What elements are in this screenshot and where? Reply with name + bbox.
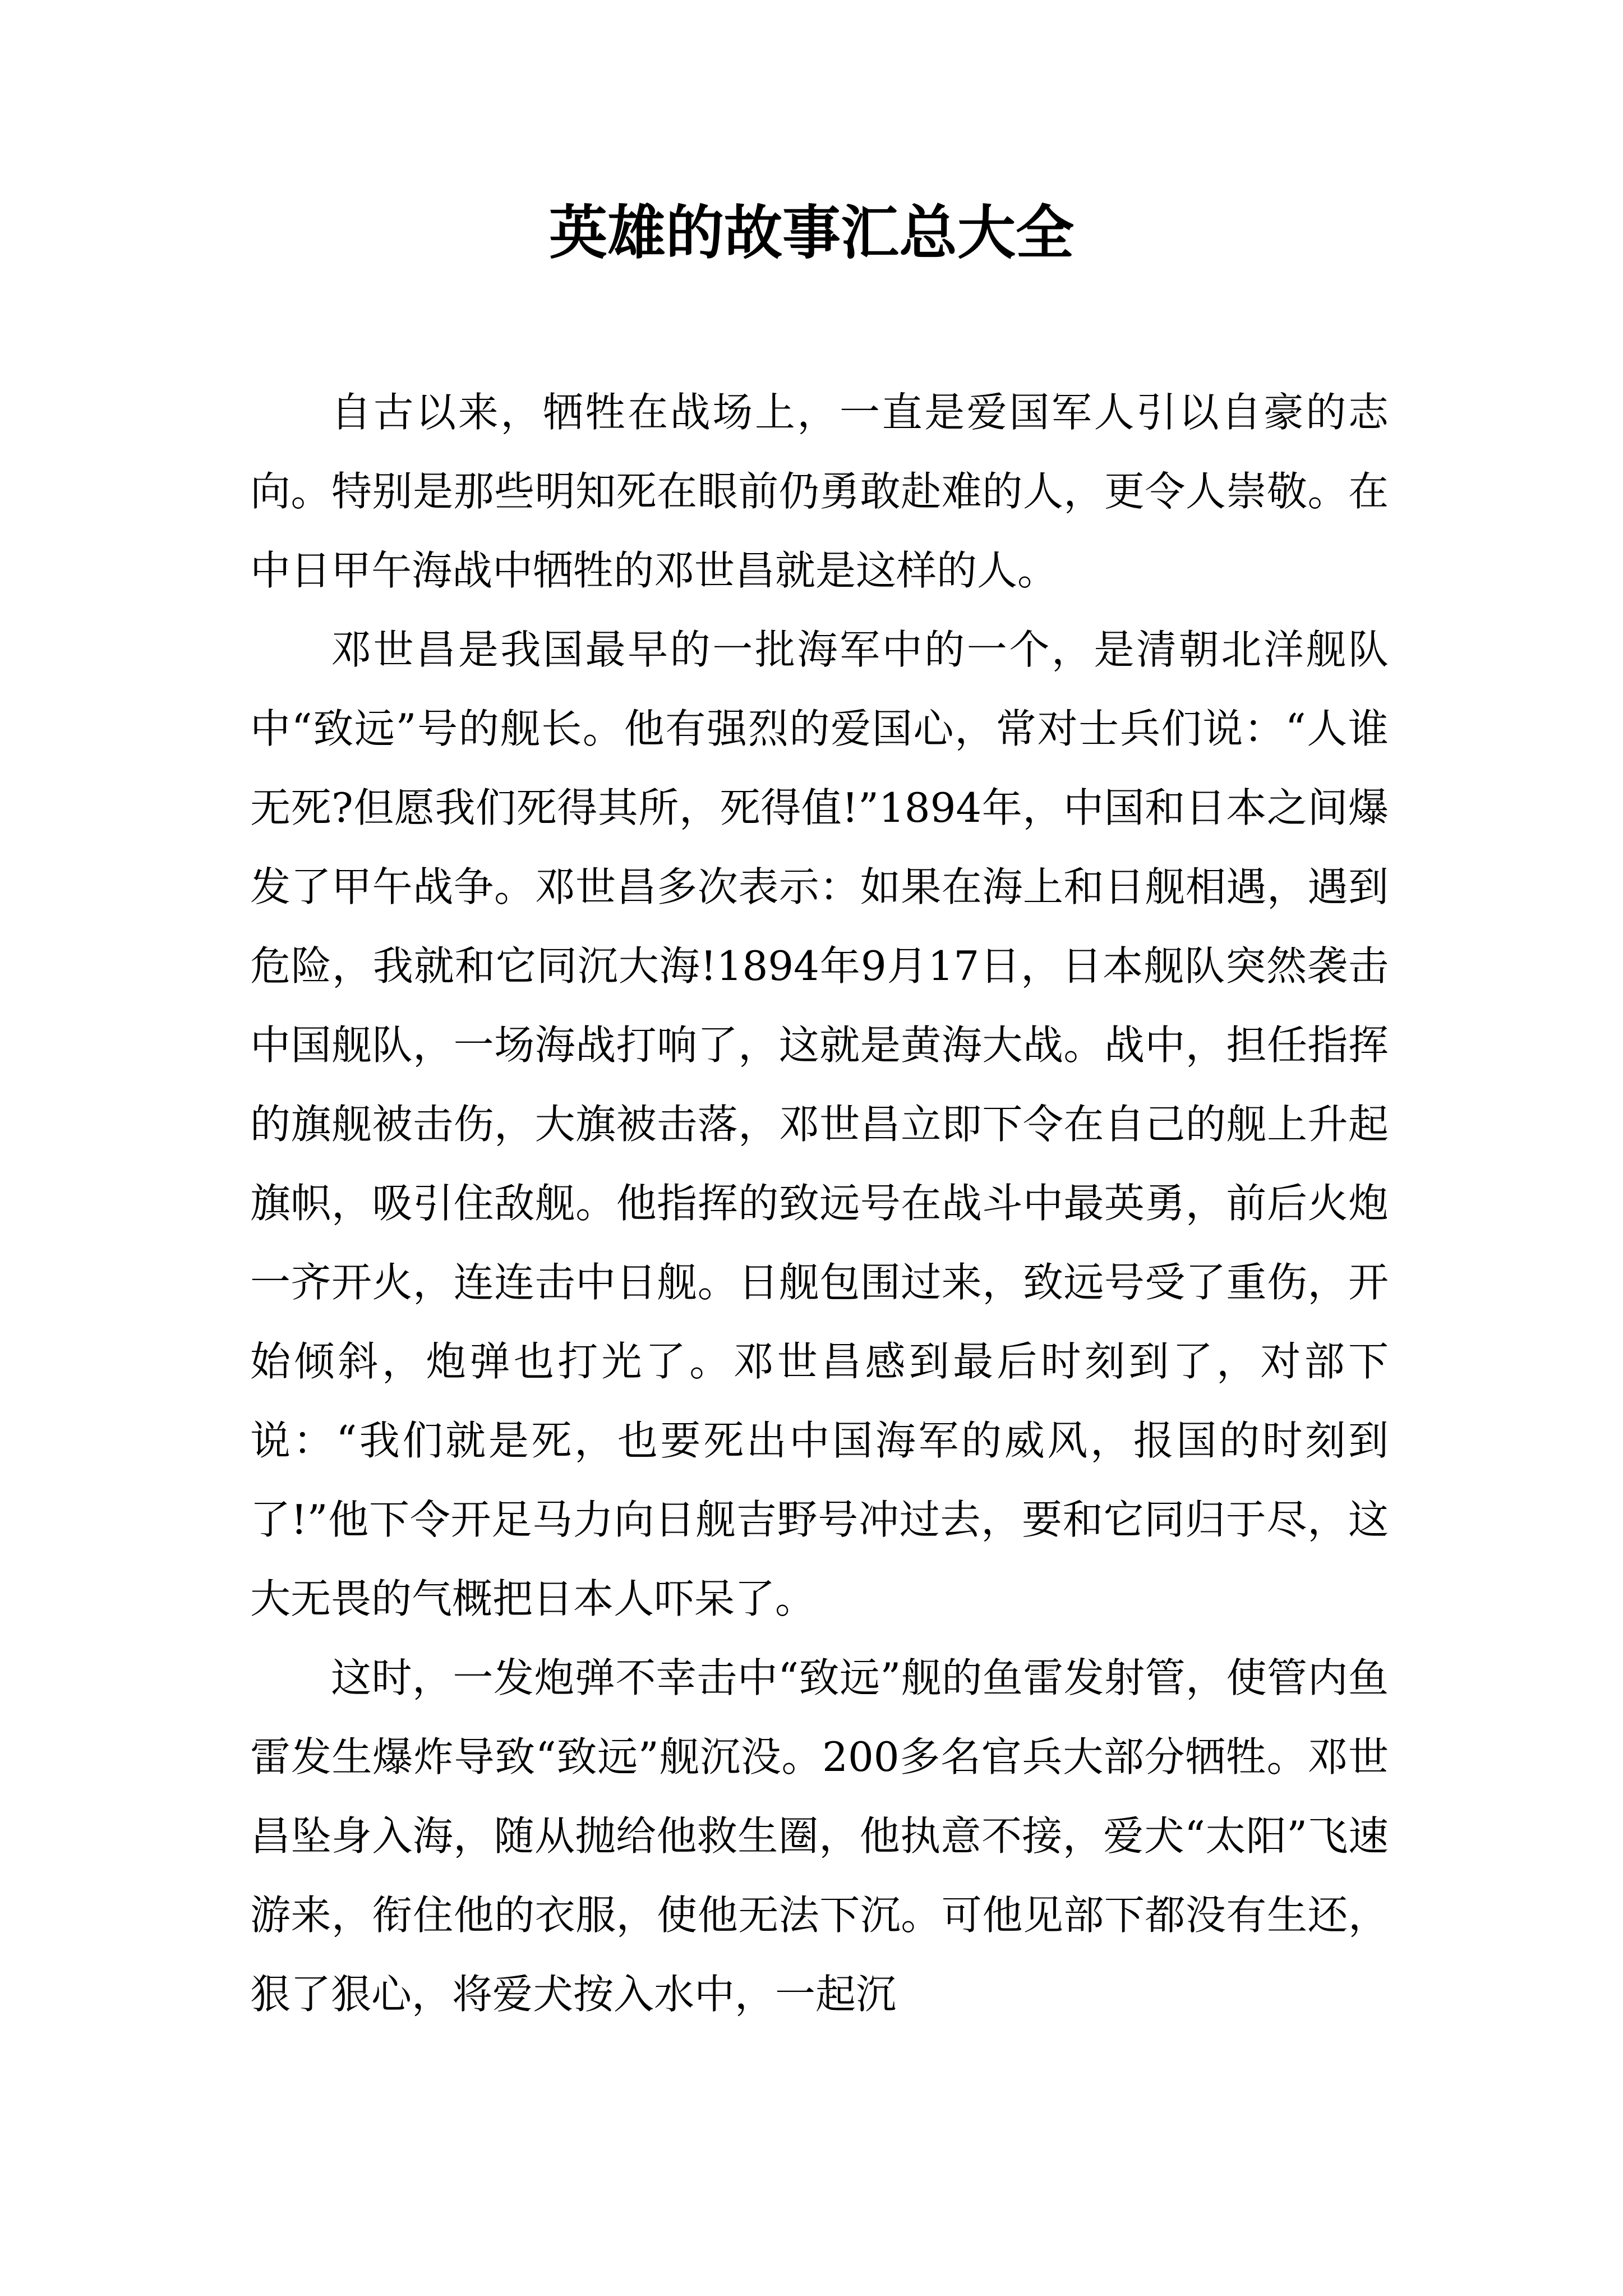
document-body: [250, 373, 1389, 2034]
paragraph-2: 邓世昌是我国最早的一批海军中的一个，是清朝北洋舰队中“致远”号的舰长。他有强烈的爱国心，常对士兵们说：“人谁无死?但愿我们死得其所，死得值!”1894年，中国和日本之间爆发了甲午战争。邓世昌多次表示：如果在海上和日舰相遇，遇到危险，我就和它同沉大海!1894年9月17日，日本舰队突然袭击中国舰队，一场海战打响了，这就是黄海大战。战中，担任指挥的旗舰被击伤，大旗被击落，邓世昌立即下令在自己的舰上升起旗帜，吸引住敌舰。他指挥的致远号在战斗中最英勇，前后火炮一齐开火，连连击中日舰。日舰包围过来，致远号受了重伤，开始倾斜，炮弹也打光了。邓世昌感到最后时刻到了，对部下说：“我们就是死，也要死出中国海军的威风，报国的时刻到了!”他下令开足马力向日舰吉野号冲过去，要和它同归于尽，这大无畏的气概把日本人吓呆了。: [250, 626, 1389, 1622]
paragraph-3: 这时，一发炮弹不幸击中“致远”舰的鱼雷发射管，使管内鱼雷发生爆炸导致“致远”舰沉没。200多名官兵大部分牺牲。邓世昌坠身入海，随从抛给他救生圈，他执意不接，爱犬“太阳”飞速游来，衔住他的衣服，使他无法下沉。可他见部下都没有生还，狠了狠心，将爱犬按入水中，一起沉: [250, 1654, 1389, 2018]
document-title: 英雄的故事汇总大全: [548, 198, 1074, 267]
paragraph-1: 自古以来，牺牲在战场上，一直是爱国军人引以自豪的志向。特别是那些明知死在眼前仍勇敢赴难的人，更令人崇敬。在中日甲午海战中牺牲的邓世昌就是这样的人。: [250, 389, 1389, 594]
